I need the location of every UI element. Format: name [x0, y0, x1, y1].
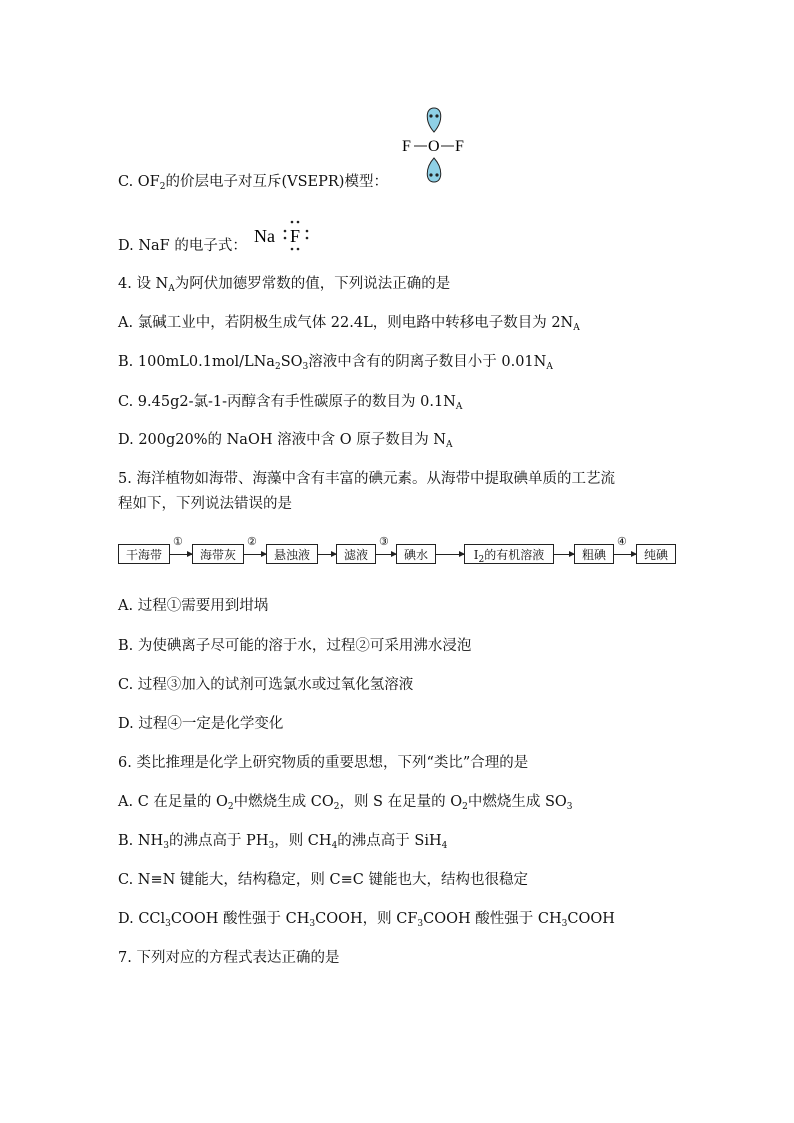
flow-box-pure-iodine: 纯碘: [636, 544, 676, 564]
q6-option-a: A. C 在足量的 $O_2$中燃烧生成 $CO_2$，则 S 在足量的 $O_2$中燃烧生成 $SO_3$: [118, 794, 573, 812]
q4-option-d: D. 200g20%的 NaOH 溶液中含 O 原子数目为 $N_A$: [118, 432, 453, 450]
atom-o: O: [428, 138, 440, 155]
flow-box-iodine-water: 碘水: [396, 544, 436, 564]
atom-f-right: F: [455, 138, 464, 155]
flow-box-i2-organic-solution: $I_2$的有机溶液: [464, 544, 554, 564]
flow-arrow: [170, 554, 192, 555]
q4-option-b: B. $100mL0.1mol/LNa_2SO_3$溶液中含有的阴离子数目小于 $0.01N_A$: [118, 354, 553, 372]
question-5-line-2: 程如下，下列说法错误的是: [118, 496, 292, 512]
na-symbol: Na: [254, 226, 275, 246]
f-symbol: F: [290, 226, 301, 246]
question-6: 6. 类比推理是化学上研究物质的重要思想，下列“类比”合理的是: [118, 755, 529, 771]
flow-arrow: [436, 554, 464, 555]
question-7: 7. 下列对应的方程式表达正确的是: [118, 950, 340, 966]
flow-step-3: ③: [379, 535, 389, 548]
flow-arrow: [318, 554, 336, 555]
flow-box-suspension: 悬浊液: [266, 544, 318, 564]
flow-arrow: [554, 554, 574, 555]
iodine-extraction-flowchart: [118, 535, 678, 572]
q5-option-d: D. 过程④一定是化学变化: [118, 716, 284, 732]
flow-box-kelp-ash: 海带灰: [192, 544, 244, 564]
flow-box-crude-iodine: 粗碘: [574, 544, 614, 564]
question-4: 4. 设 $N_A$为阿伏加德罗常数的值，下列说法正确的是: [118, 276, 451, 294]
flow-step-1: ①: [173, 535, 183, 548]
flow-arrow: [244, 554, 266, 555]
q6-option-d: D. CCl$_3$COOH 酸性强于 $CH_3COOH$，则 $CF_3COOH$ 酸性强于 $CH_3COOH$: [118, 911, 615, 929]
q4-option-a: A. 氯碱工业中，若阴极生成气体 22.4L，则电路中转移电子数目为 $2N_A$: [118, 315, 580, 333]
vsepr-model-figure: [398, 104, 478, 188]
q5-option-c: C. 过程③加入的试剂可选氯水或过氧化氢溶液: [118, 677, 414, 693]
lone-pair-top: [427, 108, 441, 132]
q6-option-c: C. N≡N 键能大，结构稳定，则 C≡C 键能也大，结构也很稳定: [118, 872, 528, 888]
flow-step-4: ④: [617, 535, 627, 548]
naf-electron-formula: [252, 214, 322, 254]
question-5-line-1: 5. 海洋植物如海带、海藻中含有丰富的碘元素。从海带中提取碘单质的工艺流: [118, 471, 615, 487]
option-d-line: D. NaF 的电子式：: [118, 238, 247, 254]
flow-box-filtrate: 滤液: [336, 544, 376, 564]
q5-option-b: B. 为使碘离子尽可能的溶于水，过程②可采用沸水浸泡: [118, 638, 472, 654]
option-c-line: C. $OF_2$的价层电子对互斥(VSEPR)模型：: [118, 174, 388, 192]
flow-arrow: [614, 554, 636, 555]
lone-pair-bottom: [427, 158, 441, 182]
atom-f-left: F: [402, 138, 411, 155]
q6-option-b: B. $NH_3$的沸点高于 $PH_3$，则 $CH_4$的沸点高于 SiH$_4$: [118, 833, 448, 851]
q4-option-c: C. 9.45g2-氯-1-丙醇含有手性碳原子的数目为 $0.1N_A$: [118, 394, 463, 412]
flow-arrow: [376, 554, 396, 555]
flow-step-2: ②: [247, 535, 257, 548]
flow-box-dry-kelp: 干海带: [118, 544, 170, 564]
q5-option-a: A. 过程①需要用到坩埚: [118, 598, 269, 614]
